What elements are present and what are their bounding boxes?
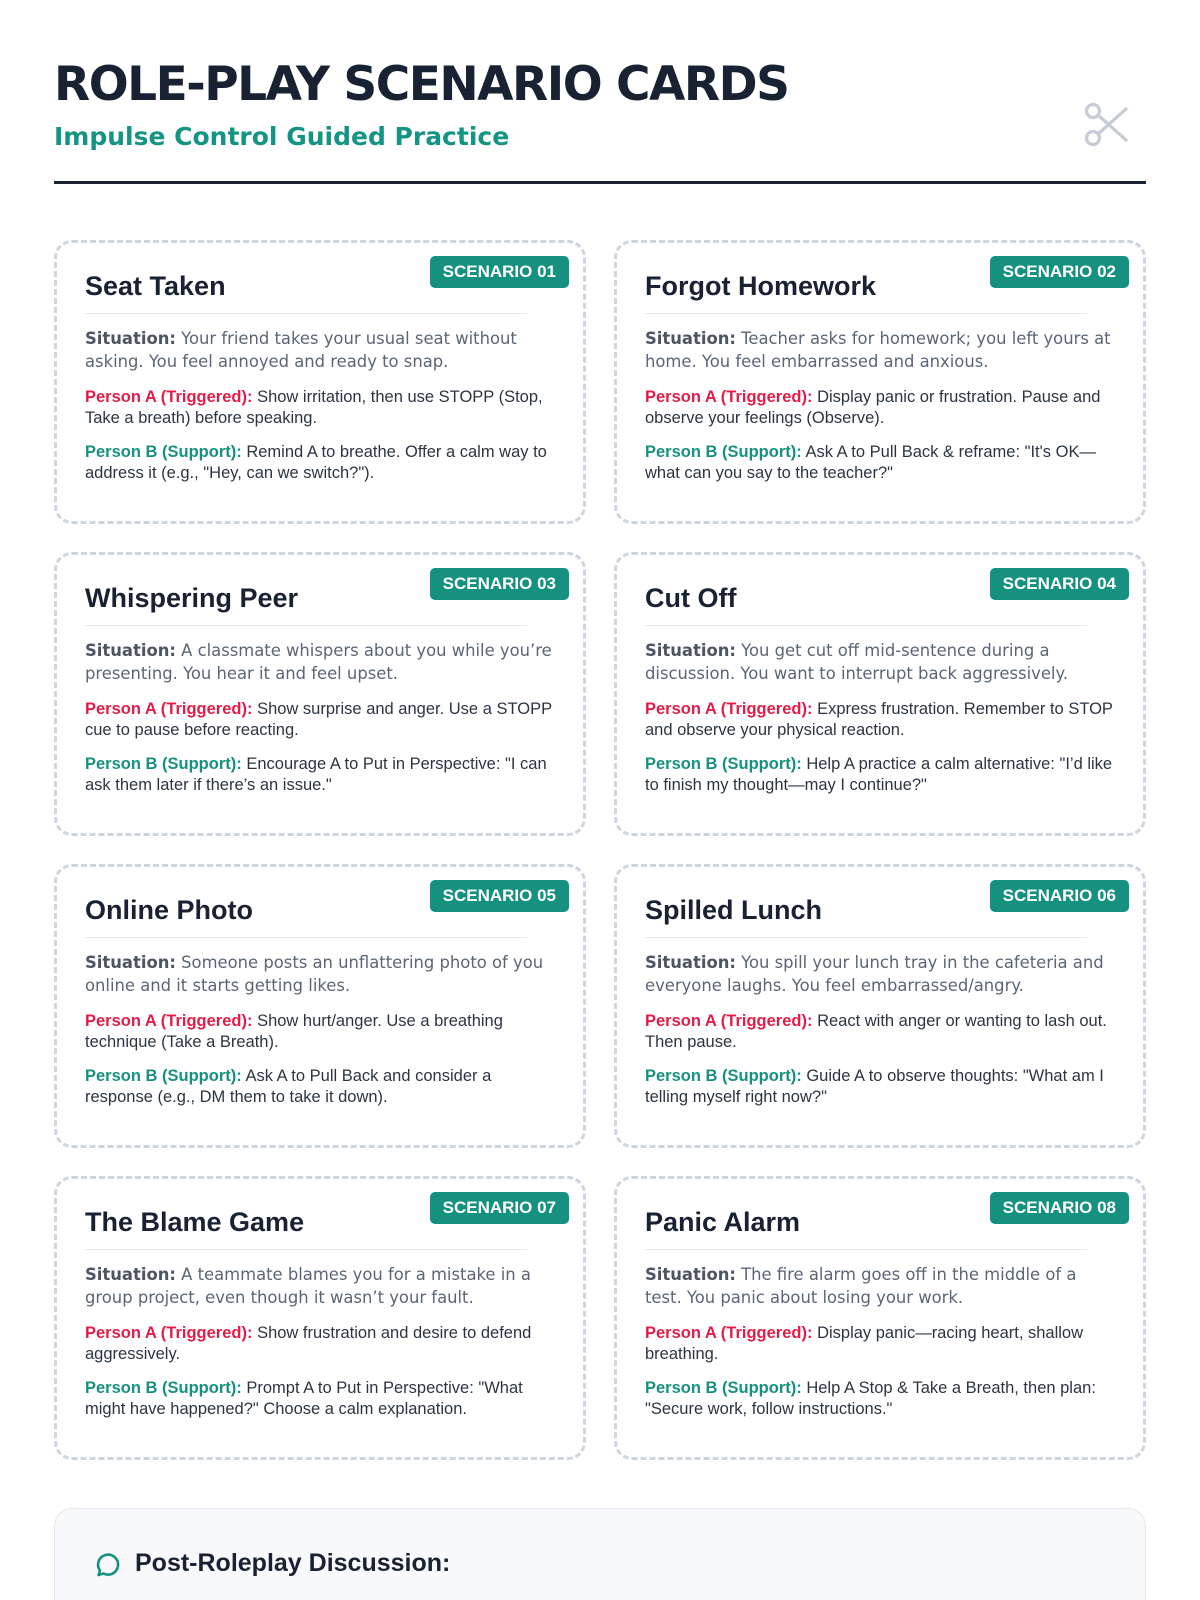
situation-label: Situation: bbox=[645, 329, 736, 348]
scissors-icon bbox=[1082, 100, 1132, 150]
scenario-card bbox=[614, 552, 1146, 836]
situation-body: You spill your lunch tray in the cafeteria and everyone laughs. You feel embarrassed/angry. bbox=[645, 953, 1104, 995]
person-b-text bbox=[85, 442, 555, 484]
person-b-text bbox=[645, 754, 1115, 796]
situation-label: Situation: bbox=[645, 1265, 736, 1284]
scenario-badge: SCENARIO 08 bbox=[990, 1192, 1129, 1224]
card-title: Cut Off bbox=[645, 583, 1087, 626]
situation-text bbox=[645, 639, 1115, 685]
situation-text bbox=[85, 639, 555, 685]
person-a-label: Person A (Triggered): bbox=[645, 700, 813, 718]
situation-label: Situation: bbox=[645, 641, 736, 660]
discussion-title: Post-Roleplay Discussion: bbox=[135, 1549, 451, 1577]
person-b-body: Encourage A to Put in Perspective: "I can ask them later if there’s an issue." bbox=[85, 755, 547, 794]
situation-text bbox=[645, 327, 1115, 373]
person-a-text bbox=[645, 1323, 1115, 1365]
scenario-card bbox=[54, 1176, 586, 1460]
situation-label: Situation: bbox=[85, 1265, 176, 1284]
person-b-label: Person B (Support): bbox=[85, 755, 242, 773]
scenario-card bbox=[614, 240, 1146, 524]
situation-text bbox=[85, 327, 555, 373]
person-b-label: Person B (Support): bbox=[645, 1067, 802, 1085]
situation-body: The fire alarm goes off in the middle of a test. You panic about losing your work. bbox=[645, 1265, 1077, 1307]
person-b-text bbox=[85, 1066, 555, 1108]
situation-body: Teacher asks for homework; you left yours at home. You feel embarrassed and anxious. bbox=[645, 329, 1111, 371]
situation-body: A teammate blames you for a mistake in a group project, even though it wasn’t your fault. bbox=[85, 1265, 531, 1307]
person-a-text bbox=[85, 1323, 555, 1365]
person-b-text bbox=[85, 1378, 555, 1420]
discussion-panel bbox=[54, 1508, 1146, 1600]
page-subtitle: Impulse Control Guided Practice bbox=[54, 122, 510, 151]
person-a-label: Person A (Triggered): bbox=[85, 388, 253, 406]
person-b-body: Guide A to observe thoughts: "What am I telling myself right now?" bbox=[645, 1067, 1104, 1106]
discussion-header bbox=[95, 1549, 1145, 1578]
situation-text bbox=[85, 951, 555, 997]
person-a-label: Person A (Triggered): bbox=[645, 1324, 813, 1342]
situation-text bbox=[645, 951, 1115, 997]
person-b-text bbox=[645, 1378, 1115, 1420]
card-title: Panic Alarm bbox=[645, 1207, 1087, 1250]
person-a-text bbox=[645, 699, 1115, 741]
person-b-body: Ask A to Pull Back and consider a response (e.g., DM them to take it down). bbox=[85, 1067, 492, 1106]
scenario-badge: SCENARIO 07 bbox=[430, 1192, 569, 1224]
person-a-text bbox=[85, 699, 555, 741]
person-a-text bbox=[645, 1011, 1115, 1053]
person-a-body: Show irritation, then use STOPP (Stop, Take a breath) before speaking. bbox=[85, 388, 543, 427]
scenario-card bbox=[614, 1176, 1146, 1460]
header-divider bbox=[54, 181, 1146, 184]
card-title: Spilled Lunch bbox=[645, 895, 1087, 938]
situation-body: Someone posts an unflattering photo of you online and it starts getting likes. bbox=[85, 953, 544, 995]
card-title: Forgot Homework bbox=[645, 271, 1087, 314]
scenario-badge: SCENARIO 03 bbox=[430, 568, 569, 600]
person-b-label: Person B (Support): bbox=[85, 1067, 242, 1085]
scenario-card bbox=[54, 552, 586, 836]
card-title: Whispering Peer bbox=[85, 583, 527, 626]
person-b-label: Person B (Support): bbox=[85, 443, 242, 461]
person-a-text bbox=[85, 387, 555, 429]
person-a-body: Display panic or frustration. Pause and observe your feelings (Observe). bbox=[645, 388, 1101, 427]
person-a-body: Show hurt/anger. Use a breathing technique (Take a Breath). bbox=[85, 1012, 503, 1051]
scenario-grid bbox=[54, 240, 1146, 1460]
person-b-label: Person B (Support): bbox=[645, 1379, 802, 1397]
scenario-badge: SCENARIO 01 bbox=[430, 256, 569, 288]
person-a-text bbox=[645, 387, 1115, 429]
scenario-card bbox=[614, 864, 1146, 1148]
person-b-body: Remind A to breathe. Offer a calm way to address it (e.g., "Hey, can we switch?"). bbox=[85, 443, 547, 482]
person-b-label: Person B (Support): bbox=[645, 755, 802, 773]
chat-bubble-icon bbox=[95, 1550, 123, 1578]
person-b-text bbox=[645, 442, 1115, 484]
card-title: The Blame Game bbox=[85, 1207, 527, 1250]
situation-text bbox=[645, 1263, 1115, 1309]
scenario-badge: SCENARIO 02 bbox=[990, 256, 1129, 288]
person-b-body: Help A practice a calm alternative: "I’d like to finish my thought—may I continue?" bbox=[645, 755, 1113, 794]
page-title: ROLE-PLAY SCENARIO CARDS bbox=[54, 57, 789, 112]
person-a-body: Show frustration and desire to defend aggressively. bbox=[85, 1324, 532, 1363]
person-b-label: Person B (Support): bbox=[85, 1379, 242, 1397]
person-b-text bbox=[85, 754, 555, 796]
situation-label: Situation: bbox=[645, 953, 736, 972]
person-b-body: Prompt A to Put in Perspective: "What might have happened?" Choose a calm explanation. bbox=[85, 1379, 523, 1418]
person-a-body: Express frustration. Remember to STOP and observe your physical reaction. bbox=[645, 700, 1113, 739]
person-b-body: Ask A to Pull Back & reframe: "It's OK—what can you say to the teacher?" bbox=[645, 443, 1096, 482]
person-a-label: Person A (Triggered): bbox=[85, 1012, 253, 1030]
situation-text bbox=[85, 1263, 555, 1309]
card-title: Online Photo bbox=[85, 895, 527, 938]
scenario-card bbox=[54, 864, 586, 1148]
person-a-text bbox=[85, 1011, 555, 1053]
person-a-body: React with anger or wanting to lash out. Then pause. bbox=[645, 1012, 1107, 1051]
situation-body: A classmate whispers about you while you’re presenting. You hear it and feel upset. bbox=[85, 641, 552, 683]
situation-label: Situation: bbox=[85, 329, 176, 348]
person-a-label: Person A (Triggered): bbox=[85, 700, 253, 718]
person-a-body: Show surprise and anger. Use a STOPP cue to pause before reacting. bbox=[85, 700, 552, 739]
scenario-badge: SCENARIO 06 bbox=[990, 880, 1129, 912]
person-a-label: Person A (Triggered): bbox=[645, 388, 813, 406]
situation-body: You get cut off mid-sentence during a discussion. You want to interrupt back aggressively. bbox=[645, 641, 1069, 683]
situation-label: Situation: bbox=[85, 953, 176, 972]
card-title: Seat Taken bbox=[85, 271, 527, 314]
person-a-label: Person A (Triggered): bbox=[645, 1012, 813, 1030]
person-b-body: Help A Stop & Take a Breath, then plan: "Secure work, follow instructions." bbox=[645, 1379, 1096, 1418]
person-a-body: Display panic—racing heart, shallow breathing. bbox=[645, 1324, 1084, 1363]
person-b-label: Person B (Support): bbox=[645, 443, 802, 461]
situation-body: Your friend takes your usual seat without asking. You feel annoyed and ready to snap. bbox=[85, 329, 517, 371]
situation-label: Situation: bbox=[85, 641, 176, 660]
scenario-badge: SCENARIO 05 bbox=[430, 880, 569, 912]
person-a-label: Person A (Triggered): bbox=[85, 1324, 253, 1342]
scenario-badge: SCENARIO 04 bbox=[990, 568, 1129, 600]
scenario-card bbox=[54, 240, 586, 524]
person-b-text bbox=[645, 1066, 1115, 1108]
